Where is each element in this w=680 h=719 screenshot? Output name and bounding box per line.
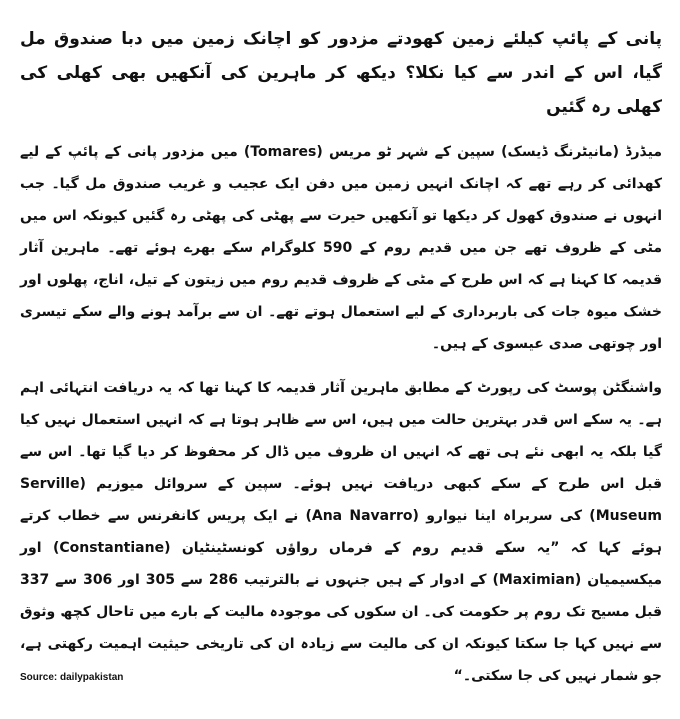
article-paragraph-2: واشنگٹن پوسٹ کی رپورٹ کے مطابق ماہرین آثار قدیمہ کا کہنا تھا کہ یہ دریافت انتہائی اہم ہے۔ یہ سکے اس قدر بہترین حالت میں ہیں، اس سے ظاہر ہوتا ہے کہ انہیں استعمال نہیں کیا گیا بلکہ یہ ابھی نئے ہی تھے کہ انہیں ان ظروف میں ڈال کر محفوظ کر دیا گیا تھا۔ اس سے قبل اس طرح کے سکے کبھی دریافت نہیں ہوئے۔ سپین کے سروائل میوزیم (Serville Museum) کی سربراہ اینا نیوارو (Ana Navarro) نے ایک پریس کانفرنس سے خطاب کرتے ہوئے کہا کہ ”یہ سکے قدیم روم کے فرماں رواؤں کونسٹینٹیان (Constantiane) اور میکسیمیان (Maximian) کے ادوار کے ہیں جنہوں نے بالترتیب 286 سے 305 اور 306 سے 337 قبل مسیح تک روم پر حکومت کی۔ ان سکوں کی موجودہ مالیت کے بارے میں تاحال کچھ وثوق سے نہیں کہا جا سکتا کیونکہ ان کی مالیت سے زیادہ ان کی تاریخی حیثیت اہمیت رکھتی ہے، جو شمار نہیں کی جا سکتی۔“ xyxy=(20,380,662,684)
source-credit: Source: dailypakistan xyxy=(20,672,124,683)
article-headline: پانی کے پائپ کیلئے زمین کھودتے مزدور کو اچانک زمین میں دبا صندوق مل گیا، اس کے اندر سے کیا نکلا؟ دیکھ کر ماہرین کی آنکھیں بھی کھلی کی کھلی رہ گئیں xyxy=(20,29,662,117)
article-paragraph-1: میڈرڈ (مانیٹرنگ ڈیسک) سپین کے شہر ٹو مریس (Tomares) میں مزدور پانی کے پائپ کے لیے کھدائی کر رہے تھے کہ اچانک انہیں زمین میں دفن ایک عجیب و غریب صندوق مل گیا۔ جب انہوں نے صندوق کھول کر دیکھا تو آنکھیں حیرت سے پھٹی کی پھٹی رہ گئیں کیونکہ اس میں مٹی کے ظروف تھے جن میں قدیم روم کے 590 کلوگرام سکے بھرے ہوئے تھے۔ ماہرین آثار قدیمہ کا کہنا ہے کہ اس طرح کے مٹی کے ظروف قدیم روم میں زیتون کے تیل، اناج، پھلوں اور خشک میوہ جات کی باربرداری کے لیے استعمال ہوتے تھے۔ ان سے برآمد ہونے والے سکے تیسری اور چوتھی صدی عیسوی کے ہیں۔ xyxy=(20,144,662,352)
